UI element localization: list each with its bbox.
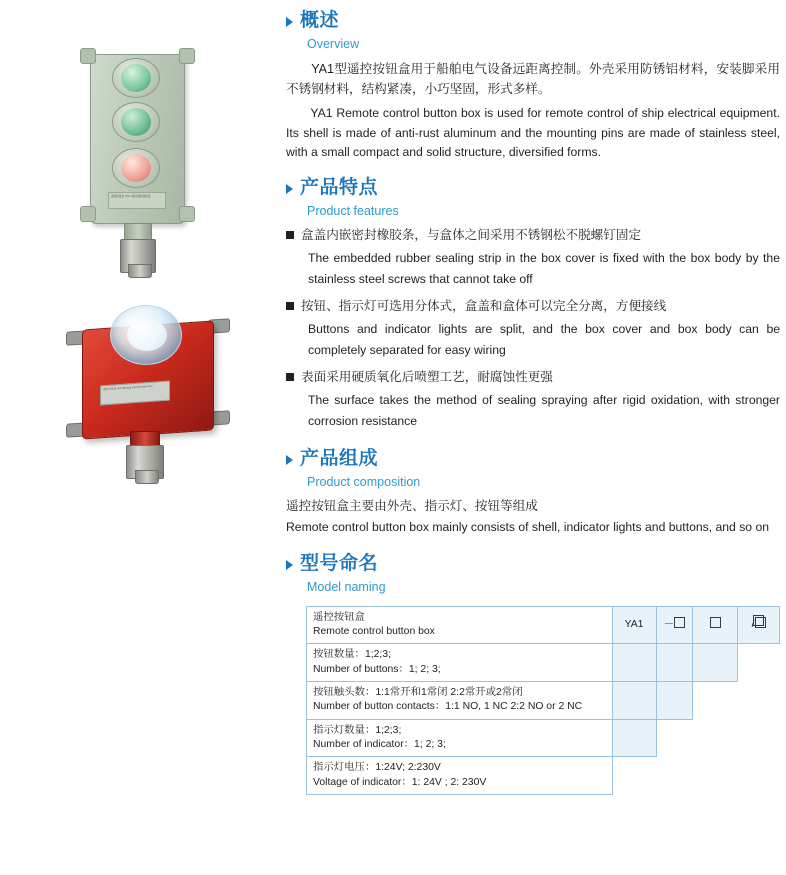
section-heading-product-features: [286, 177, 780, 200]
model-desc-en: Number of buttons：1; 2; 3;: [313, 663, 441, 675]
section-heading-overview: [286, 10, 780, 33]
square-bullet-icon: [286, 373, 294, 381]
model-code-cell: [612, 681, 656, 719]
model-desc-en: Number of button contacts：1:1 NO, 1 NC 2:2 NO or 2 NC: [313, 701, 583, 713]
model-desc-cn: 指示灯数量：1;2;3;: [313, 724, 402, 736]
model-desc-en: Voltage of indicator：1: 24V ; 2: 230V: [313, 776, 487, 788]
feature-text-en: The embedded rubber sealing strip in the box cover is fixed with the box body by the stainless steel screws that cannot take off: [308, 251, 780, 287]
empty-box-icon-trailing: [753, 615, 764, 626]
model-row-description: [307, 644, 613, 682]
model-desc-cn: 按钮数量：1;2;3;: [313, 649, 391, 661]
mounting-ear: [179, 48, 195, 64]
green-button-box-image: [78, 40, 198, 270]
model-code-cell: [612, 644, 656, 682]
section-title-cn: 产品组成: [300, 447, 379, 469]
section-title-en: Product composition: [307, 474, 421, 489]
feature-cn-row: [286, 297, 780, 316]
model-row-description: [307, 606, 613, 644]
feature-item: [286, 297, 780, 361]
section-heading-product-composition: [286, 448, 780, 471]
triangle-bullet-icon: [286, 17, 293, 27]
feature-item: [286, 226, 780, 290]
feature-cn-row: [286, 368, 780, 387]
section-heading-model-naming: [286, 553, 780, 576]
cable-gland: [126, 445, 164, 479]
model-naming-table: [306, 606, 780, 796]
empty-box-icon: [674, 617, 685, 628]
triangle-bullet-icon: [286, 560, 293, 570]
model-desc-cn: 遥控按钮盒: [313, 611, 365, 623]
section-title-cn: 产品特点: [300, 177, 379, 199]
model-code-box-2: [693, 606, 738, 644]
table-row: [307, 644, 780, 682]
feature-item: [286, 368, 780, 432]
model-code-cell: [612, 719, 656, 757]
triangle-bullet-icon: [286, 455, 293, 465]
feature-text-en: The surface takes the method of sealing spraying after rigid oxidation, with stronger corrosion resistance: [308, 392, 780, 428]
nameplate-label: 遥控按钮盒 YA1-3 船用遥控按钮盒: [108, 192, 166, 209]
feature-text-cn: 表面采用硬质氧化后喷塑工艺，耐腐蚀性更强: [301, 369, 553, 384]
model-desc-cn: 指示灯电压：1:24V; 2:230V: [313, 762, 441, 774]
mounting-ear: [80, 206, 96, 222]
model-row-description: [307, 681, 613, 719]
model-row-description: [307, 719, 613, 757]
model-desc-en: Remote control button box: [313, 625, 435, 637]
nameplate-label: 遥控按钮盒 YA1 Remote control button box: [100, 381, 170, 406]
push-button-red: [112, 148, 160, 188]
feature-cn-row: [286, 226, 780, 245]
square-bullet-icon: [286, 231, 294, 239]
table-row: [307, 681, 780, 719]
section-title-en: Product features: [307, 203, 399, 218]
feature-text-en: Buttons and indicator lights are split, and the box cover and box body can be completely separated for easy wiring: [308, 321, 780, 357]
push-button-green: [112, 58, 160, 98]
model-code-dash-box: [656, 606, 693, 644]
model-code-cell: [693, 644, 738, 682]
composition-text-en: Remote control button box mainly consists of shell, indicator lights and buttons, and so on: [286, 519, 770, 534]
table-row: [307, 757, 780, 795]
model-row-description: [307, 757, 613, 795]
empty-box-icon: [710, 617, 721, 628]
push-button-green: [112, 102, 160, 142]
table-row: [307, 606, 780, 644]
red-indicator-box-image: [60, 295, 235, 485]
table-row: [307, 719, 780, 757]
overview-paragraph-cn: YA1型遥控按钮盒用于船舶电气设备远距离控制。外壳采用防锈铝材料，安装脚采用不锈钢材料，结构紧凑，小巧坚固，形式多样。: [286, 62, 780, 97]
model-code-cell: [656, 681, 693, 719]
mounting-ear: [80, 48, 96, 64]
section-title-cn: 型号命名: [300, 553, 379, 575]
model-code-prefix: YA1: [612, 606, 656, 644]
mounting-ear: [179, 206, 195, 222]
composition-text-cn: 遥控按钮盒主要由外壳、指示灯、按钮等组成: [286, 498, 538, 513]
feature-text-cn: 按钮、指示灯可选用分体式，盒盖和盒体可以完全分离，方便接线: [301, 299, 667, 314]
product-image-column: [0, 0, 278, 875]
content-column: [278, 0, 786, 875]
dash-glyph: －: [663, 619, 674, 631]
indicator-dome: [110, 305, 182, 365]
cable-gland: [120, 239, 156, 273]
triangle-bullet-icon: [286, 184, 293, 194]
section-title-cn: 概述: [300, 10, 340, 31]
model-desc-cn: 按钮触头数：1:1常开和1常闭 2:2常开或2常闭: [313, 686, 523, 698]
slash-glyph: /: [751, 619, 755, 631]
model-code-cell: [656, 644, 693, 682]
feature-text-cn: 盒盖内嵌密封橡胶条，与盒体之间采用不锈钢松不脱螺钉固定: [301, 228, 642, 243]
section-title-en: Overview: [307, 36, 360, 51]
model-desc-en: Number of indicator：1; 2; 3;: [313, 739, 446, 751]
model-naming-table-wrapper: [306, 606, 780, 796]
square-bullet-icon: [286, 302, 294, 310]
overview-paragraph-en: YA1 Remote control button box is used for remote control of ship electrical equipment. Its shell is made of anti-rust aluminum and the mounting pins are made of stainless steel, with a small compact and solid structure, diversified forms.: [286, 105, 780, 160]
section-title-en: Model naming: [307, 580, 386, 595]
